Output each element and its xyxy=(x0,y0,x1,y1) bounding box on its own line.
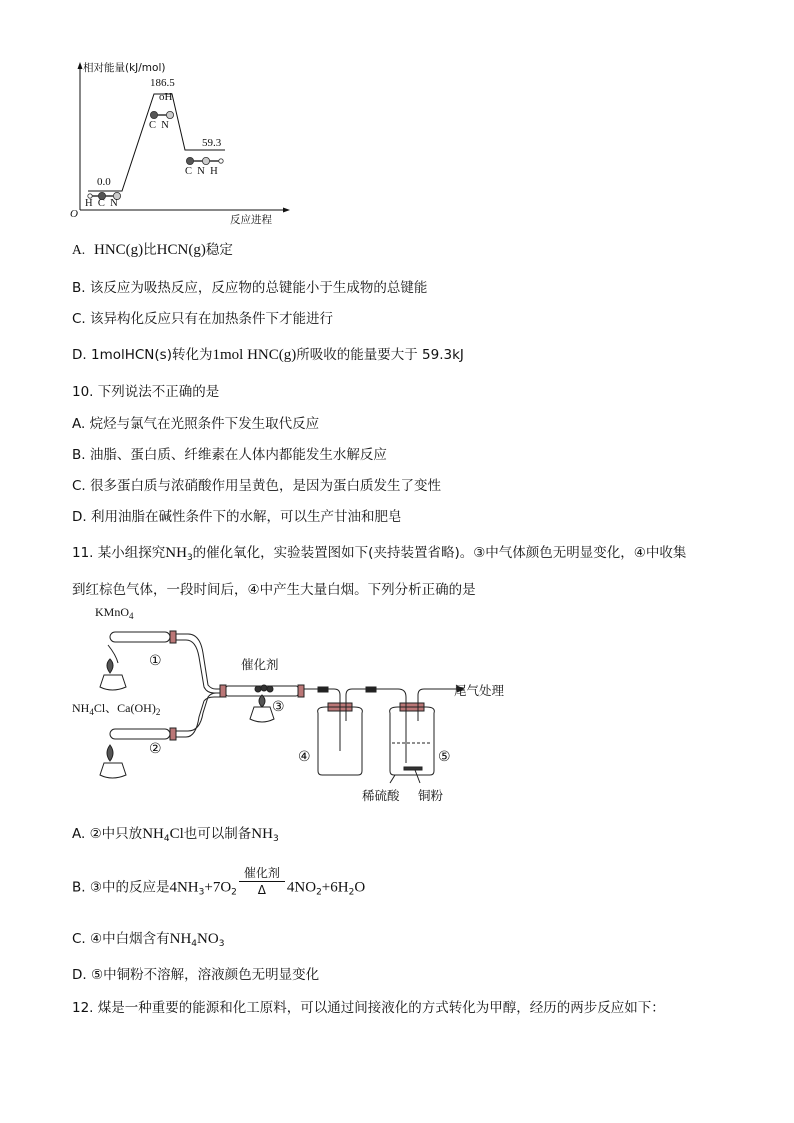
ts-atom-labels: C N xyxy=(149,120,169,131)
q10-option-a: A. 烷烃与氯气在光照条件下发生取代反应 xyxy=(72,416,320,432)
q9-option-c: C. 该异构化反应只有在加热条件下才能进行 xyxy=(72,311,334,327)
copper-powder-label: 铜粉 xyxy=(418,788,444,803)
burner-2 xyxy=(100,763,126,778)
apparatus-diagram xyxy=(60,603,540,808)
label-5: ⑤ xyxy=(438,749,451,765)
tail-gas-label: 尾气处理 xyxy=(454,683,505,698)
test-tube-2 xyxy=(110,729,170,739)
q9-option-d: D. 1molHCN(s)转化为1mol HNC(g)所吸收的能量要大于 59.3kJ xyxy=(72,347,464,363)
q11-option-b: B. ③中的反应是$4NH_3+7O_2$ $\frac{\text{催化剂}}{\Delta}$ $4NO_2+6H_2O$ xyxy=(72,866,366,898)
x-axis-label: 反应进程 xyxy=(230,214,272,226)
y-axis-arrow xyxy=(78,62,83,69)
label-3: ③ xyxy=(272,699,285,715)
bottle-5 xyxy=(390,707,435,775)
tube-2-connector xyxy=(176,693,220,731)
ts-h-label: oH xyxy=(159,91,173,103)
q10-option-b: B. 油脂、蛋白质、纤维素在人体内都能发生水解反应 xyxy=(72,447,387,463)
q9-option-b: B. 该反应为吸热反应，反应物的总键能小于生成物的总键能 xyxy=(72,280,428,296)
ts-energy-value: 186.5 xyxy=(150,77,175,89)
burner-1 xyxy=(100,675,126,690)
label-2: ② xyxy=(149,741,162,757)
q9-option-a: A. HNC(g)比HCN(g)稳定 xyxy=(72,242,233,258)
hnc-molecule-icon xyxy=(186,157,223,164)
label-1: ① xyxy=(149,653,162,669)
transition-state-icon xyxy=(150,111,173,118)
label-4: ④ xyxy=(298,749,311,765)
dilute-sulfuric-acid-label: 稀硫酸 xyxy=(362,788,400,803)
q10-option-d: D. 利用油脂在碱性条件下的水解，可以生产甘油和肥皂 xyxy=(72,509,402,525)
q11-option-a: A. ②中只放$NH_4Cl$也可以制备$NH_3$ xyxy=(72,826,279,844)
q10-option-c: C. 很多蛋白质与浓硝酸作用呈黄色，是因为蛋白质发生了变性 xyxy=(72,478,442,494)
q11-option-c: C. ④中白烟含有$NH_4NO_3$ xyxy=(72,931,225,949)
end-atom-labels: C N H xyxy=(185,166,218,177)
q11-option-d: D. ⑤中铜粉不溶解，溶液颜色无明显变化 xyxy=(72,967,320,983)
burner-3 xyxy=(250,707,274,722)
origin-label: O xyxy=(70,208,78,220)
kmno4-label: KMnO$_4$ xyxy=(95,605,134,621)
q11-stem-line2: 到红棕色气体，一段时间后，④中产生大量白烟。下列分析正确的是 xyxy=(72,582,476,598)
tube-1-connector xyxy=(176,634,220,689)
end-energy-value: 59.3 xyxy=(202,137,222,149)
q10-stem: 10. 下列说法不正确的是 xyxy=(72,384,220,400)
q11-stem-line1: 11. 某小组探究$NH_3$的催化氧化，实验装置图如下(夹持装置省略)。③中气体颜色无明显变化，④中收集 xyxy=(72,545,687,563)
start-atom-labels: H C N xyxy=(85,198,118,209)
energy-diagram xyxy=(60,58,300,228)
y-axis-label: 相对能量(kJ/mol) xyxy=(83,62,166,74)
q12-stem: 12. 煤是一种重要的能源和化工原料，可以通过间接液化的方式转化为甲醇，经历的两步反应如下： xyxy=(72,1000,665,1016)
start-energy-value: 0.0 xyxy=(97,176,111,188)
catalyst-label: 催化剂 xyxy=(241,657,279,672)
test-tube-1 xyxy=(110,632,170,642)
nh4cl-caoh2-label: $NH_4Cl$、$Ca(OH)_2$ xyxy=(72,701,161,717)
reaction-condition: $\frac{\text{催化剂}}{\Delta}$ xyxy=(239,866,285,897)
x-axis-arrow xyxy=(283,208,290,213)
